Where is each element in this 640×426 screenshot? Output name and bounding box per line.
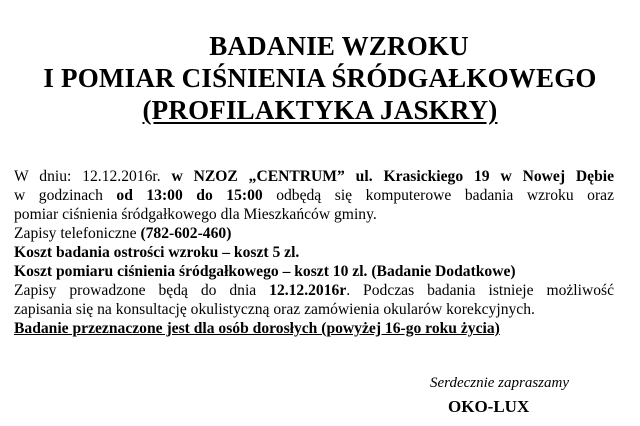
phone-number: (782-602-460) xyxy=(140,225,232,242)
date-location-line xyxy=(14,167,614,186)
cost-vision-exam: Koszt badania ostrości wzroku – koszt 5 zl. xyxy=(14,244,300,261)
signup-date: 12.12.2016r xyxy=(269,282,347,299)
hours-line xyxy=(14,186,614,205)
hours-text: od 13:00 do 15:00 xyxy=(116,187,263,204)
signup-deadline-line xyxy=(14,281,614,300)
phone-label: Zapisy telefoniczne xyxy=(14,225,141,242)
title-line-1: BADANIE WZROKU xyxy=(209,31,469,61)
notice-title xyxy=(0,30,640,126)
exam-description: odbędą się komputerowe badania wzroku oraz xyxy=(262,187,614,204)
phone-signup-line xyxy=(14,224,614,243)
hours-prefix: w godzinach xyxy=(14,187,117,204)
signup-prefix: Zapisy prowadzone będą do dnia xyxy=(14,282,270,299)
title-line-2: I POMIAR CIŚNIENIA ŚRÓDGAŁKOWEGO xyxy=(43,63,597,93)
location-text: w NZOZ „CENTRUM” ul. Krasickiego 19 w Nowej Dębie xyxy=(171,168,614,185)
cost-pressure-exam: Koszt pomiaru ciśnienia śródgałkowego – koszt 10 zl. (Badanie Dodatkowe) xyxy=(14,263,516,280)
signoff-text: Serdecznie zapraszamy xyxy=(430,375,570,391)
date-text: W dniu: 12.12.2016r. xyxy=(14,168,172,185)
brand-name: OKO-LUX xyxy=(448,397,530,416)
notice-body xyxy=(14,167,614,338)
title-line-3: (PROFILAKTYKA JASKRY) xyxy=(142,95,498,125)
adults-only-note: Badanie przeznaczone jest dla osób dorosłych (powyżej 16-go roku życia) xyxy=(14,320,500,337)
consultation-line: zapisania się na konsultację okulistyczną oraz zamówienia okularów korekcyjnych. xyxy=(14,301,535,318)
signup-continued: . Podczas badania istnieje możliwość xyxy=(346,282,614,299)
exam-description-end: pomiar ciśnienia śródgałkowego dla Mieszkańców gminy. xyxy=(14,206,377,223)
